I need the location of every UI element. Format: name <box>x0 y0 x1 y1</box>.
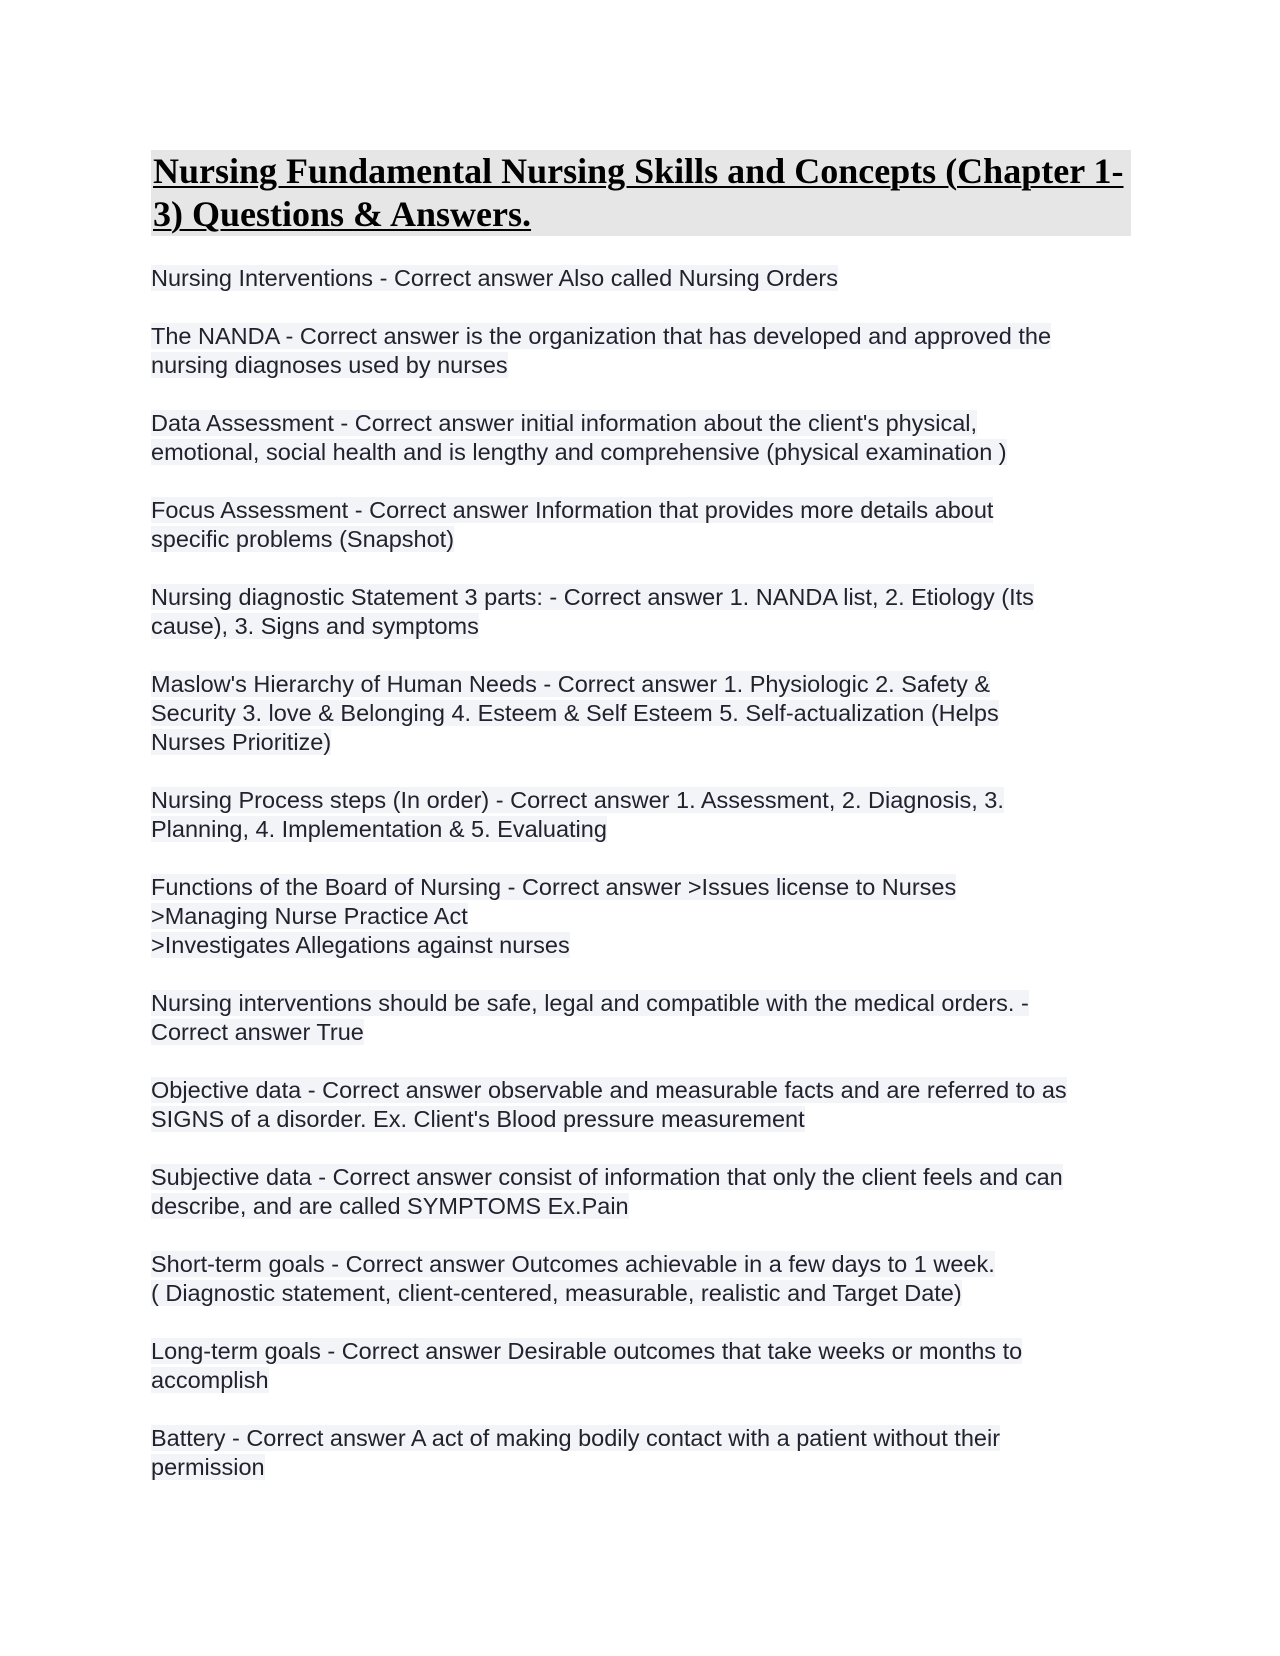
qa-entry <box>151 873 1131 960</box>
document-page <box>151 150 1131 1511</box>
qa-entry-text: Data Assessment - Correct answer initial information about the client's physical, emotional, social health and is lengthy and comprehensive (physical examination ) <box>151 410 1007 465</box>
qa-entry <box>151 264 1131 293</box>
qa-entry-text: Nursing Process steps (In order) - Correct answer 1. Assessment, 2. Diagnosis, 3. Planning, 4. Implementation & 5. Evaluating <box>151 787 1004 842</box>
qa-entry-text: Nursing diagnostic Statement 3 parts: - Correct answer 1. NANDA list, 2. Etiology (Its cause), 3. Signs and symptoms <box>151 584 1034 639</box>
qa-entry-text: Subjective data - Correct answer consist of information that only the client feels and can describe, and are called SYMPTOMS Ex.Pain <box>151 1164 1063 1219</box>
qa-entry <box>151 1337 1131 1395</box>
qa-entry <box>151 409 1131 467</box>
qa-entry-text: Short-term goals - Correct answer Outcomes achievable in a few days to 1 week. ( Diagnostic statement, client-centered, measurable, realistic and Target Date) <box>151 1251 995 1306</box>
qa-entry <box>151 1424 1131 1482</box>
qa-entry-text: Functions of the Board of Nursing - Correct answer >Issues license to Nurses >Managing Nurse Practice Act >Investigates Allegations against nurses <box>151 874 957 958</box>
qa-entry <box>151 583 1131 641</box>
qa-entry-text: Nursing interventions should be safe, legal and compatible with the medical orders. - Correct answer True <box>151 990 1029 1045</box>
qa-entry-text: Nursing Interventions - Correct answer Also called Nursing Orders <box>151 265 838 291</box>
qa-entry <box>151 670 1131 757</box>
qa-entry <box>151 496 1131 554</box>
qa-entry <box>151 1163 1131 1221</box>
qa-entry <box>151 322 1131 380</box>
document-title: Nursing Fundamental Nursing Skills and Concepts (Chapter 1-3) Questions & Answers. <box>151 150 1131 236</box>
qa-entry <box>151 1076 1131 1134</box>
qa-entry <box>151 1250 1131 1308</box>
qa-entry <box>151 989 1131 1047</box>
qa-entry-text: Maslow's Hierarchy of Human Needs - Correct answer 1. Physiologic 2. Safety & Security 3. love & Belonging 4. Esteem & Self Esteem 5. Self-actualization (Helps Nurses Prioritize) <box>151 671 999 755</box>
qa-entry-text: Battery - Correct answer A act of making bodily contact with a patient without their permission <box>151 1425 1001 1480</box>
qa-entry-text: Long-term goals - Correct answer Desirable outcomes that take weeks or months to accomplish <box>151 1338 1023 1393</box>
qa-entry-text: The NANDA - Correct answer is the organization that has developed and approved the nursing diagnoses used by nurses <box>151 323 1052 378</box>
qa-entry-text: Focus Assessment - Correct answer Information that provides more details about specific problems (Snapshot) <box>151 497 994 552</box>
qa-entry <box>151 786 1131 844</box>
qa-entry-text: Objective data - Correct answer observable and measurable facts and are referred to as SIGNS of a disorder. Ex. Client's Blood pressure measurement <box>151 1077 1067 1132</box>
